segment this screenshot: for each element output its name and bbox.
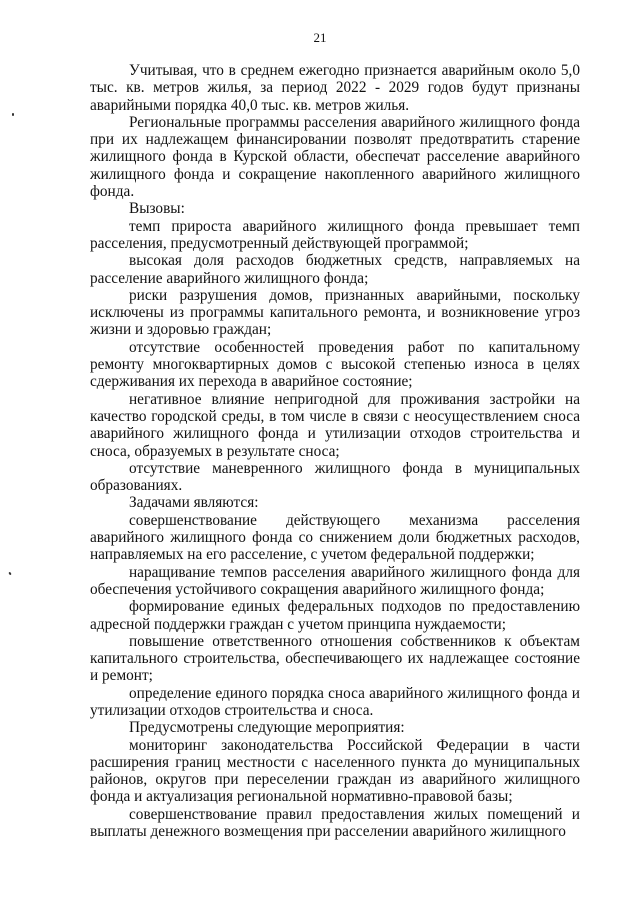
list-item: риски разрушения домов, признанных аварийными, поскольку исключены из программы капитального ремонта, и возникновение угроз жизни и здоровью граждан; (90, 286, 580, 339)
list-item: повышение ответственного отношения собственников к объектам капитального строительства, обеспечивающего их надлежащее состояние и ремонт; (90, 632, 580, 685)
list-item: отсутствие особенностей проведения работ по капитальному ремонту многоквартирных домов с высокой степенью износа в целях сдерживания их перехода в аварийное состояние; (90, 338, 580, 391)
list-item: совершенствование правил предоставления жилых помещений и выплаты денежного возмещения при расселении аварийного жилищного (90, 805, 580, 841)
paragraph: Региональные программы расселения аварийного жилищного фонда при их надлежащем финансировании позволят предотвратить старение жилищного фонда в Курской области, обеспечат расселение аварийного жилищного фонда и сокращение накопленного аварийного жилищного фонда. (90, 113, 580, 201)
margin-mark (8, 572, 11, 576)
list-item: формирование единых федеральных подходов по предоставлению адресной поддержки граждан с учетом принципа нуждаемости; (90, 598, 580, 633)
list-item: совершенствование действующего механизма расселения аварийного жилищного фонда со снижением доли бюджетных расходов, направляемых на его расселение, с учетом федеральной поддержки; (90, 511, 580, 564)
list-item: темп прироста аварийного жилищного фонда превышает темп расселения, предусмотренный действующей программой; (90, 217, 580, 252)
page-number: 21 (313, 30, 327, 45)
section-heading-measures: Предусмотрены следующие мероприятия: (129, 719, 405, 737)
list-item: определение единого порядка сноса аварийного жилищного фонда и утилизации отходов строительства и сноса. (90, 684, 580, 719)
section-heading-tasks: Задачами являются: (129, 494, 259, 512)
margin-mark (12, 113, 14, 116)
list-item: наращивание темпов расселения аварийного жилищного фонда для обеспечения устойчивого сокращения аварийного жилищного фонда; (90, 563, 580, 598)
list-item: мониторинг законодательства Российской Федерации в части расширения границ местности с населенного пункта до муниципальных районов, округов при переселении граждан из аварийного жилищного фонда и актуализация региональной нормативно-правовой базы; (90, 736, 580, 806)
list-item: отсутствие маневренного жилищного фонда в муниципальных образованиях. (90, 459, 580, 495)
paragraph: Учитывая, что в среднем ежегодно признается аварийным около 5,0 тыс. кв. метров жилья, за период 2022 - 2029 годов будут признаны аварийными порядка 40,0 тыс. кв. метров жилья. (90, 62, 580, 114)
document-body (90, 62, 580, 840)
list-item: негативное влияние непригодной для проживания застройки на качество городской среды, в том числе в связи с неосуществлением сноса аварийного жилищного фонда и утилизации отходов строительства и сноса, образуемых в результате сноса; (90, 390, 580, 460)
list-item: высокая доля расходов бюджетных средств, направляемых на расселение аварийного жилищного фонда; (90, 252, 580, 287)
section-heading-challenges: Вызовы: (129, 200, 185, 218)
